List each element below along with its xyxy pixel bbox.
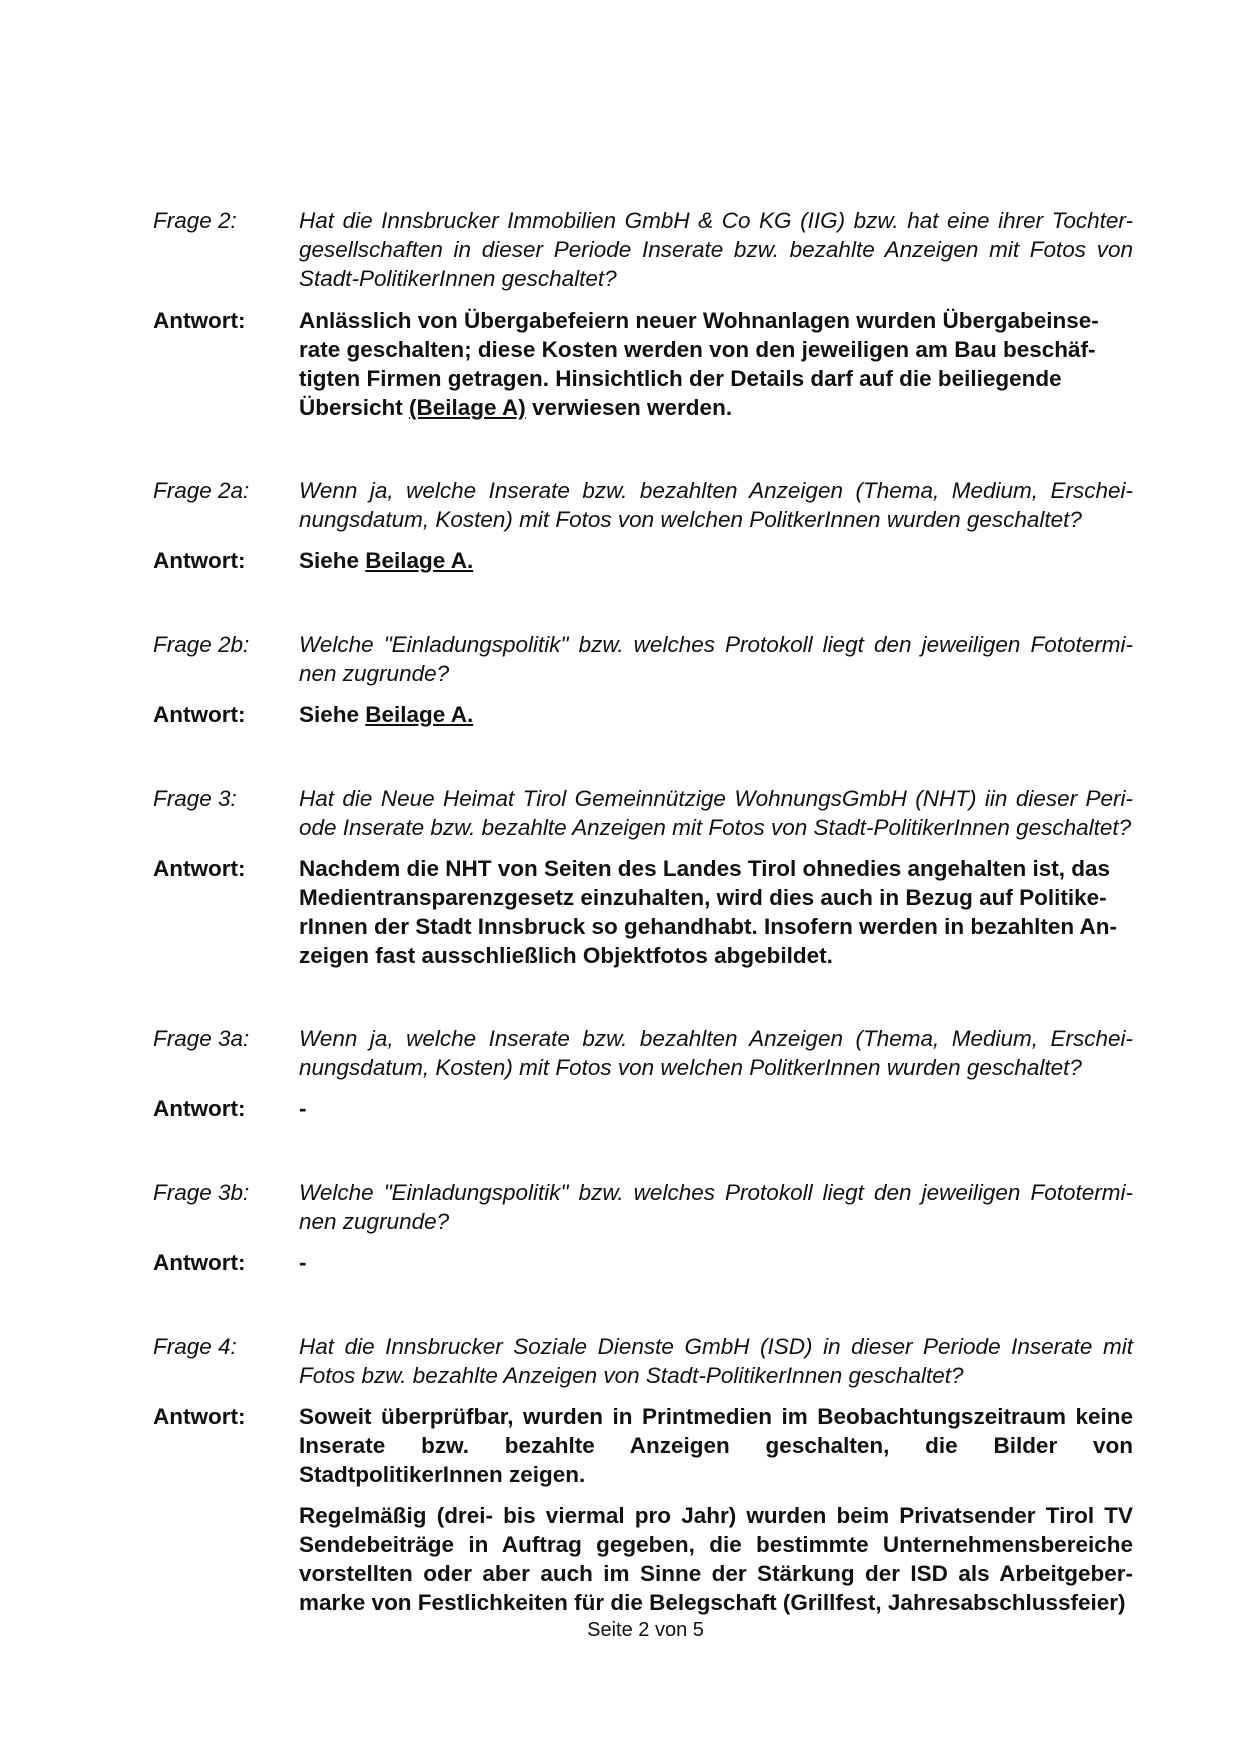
question-row bbox=[153, 1178, 1133, 1236]
question-text: Welche "Einladungspolitik" bzw. welches Protokoll liegt den jeweiligen Fototermi-nen zugrunde? bbox=[299, 1180, 1133, 1234]
question-label: Frage 2b: bbox=[153, 632, 250, 657]
question-row bbox=[153, 1024, 1133, 1082]
question-label: Frage 4: bbox=[153, 1334, 237, 1359]
answer-row bbox=[153, 1402, 1133, 1489]
answer-label: Antwort: bbox=[153, 548, 246, 573]
answer-text-paragraph-2: Regelmäßig (drei- bis viermal pro Jahr) wurden beim Privatsender Tirol TV Sendebeiträge in Auftrag gegeben, die bestimmte Unternehmensbereiche vorstellten oder aber auch im Sinne der Stärkung der ISD als Arbeitgeber-marke von Festlichkeiten für die Belegschaft (Grillfest, Jahresabschlussfeier) bbox=[299, 1503, 1133, 1615]
answer-text: Soweit überprüfbar, wurden in Printmedien im Beobachtungszeitraum keine Inserate bzw. bezahlte Anzeigen geschalten, die Bilder von StadtpolitikerInnen zeigen. bbox=[299, 1404, 1133, 1487]
question-label: Frage 2a: bbox=[153, 478, 250, 503]
question-text: Hat die Innsbrucker Immobilien GmbH & Co KG (IIG) bzw. hat eine ihrer Tochter-gesellschaften in dieser Periode Inserate bzw. bezahlte Anzeigen mit Fotos von Stadt-PolitikerInnen geschaltet? bbox=[299, 208, 1133, 291]
beilage-reference: Beilage A. bbox=[365, 548, 474, 573]
answer-label: Antwort: bbox=[153, 856, 246, 881]
answer-label: Antwort: bbox=[153, 1250, 246, 1275]
answer-label: Antwort: bbox=[153, 1096, 246, 1121]
question-label: Frage 2: bbox=[153, 208, 237, 233]
page-number-footer: Seite 2 von 5 bbox=[587, 1619, 704, 1641]
answer-label: Antwort: bbox=[153, 1404, 246, 1429]
answer-label: Antwort: bbox=[153, 308, 246, 333]
beilage-reference: (Beilage A) bbox=[409, 395, 526, 420]
answer-text bbox=[299, 306, 1133, 422]
question-label: Frage 3b: bbox=[153, 1180, 250, 1205]
answer-text-part: verwiesen werden. bbox=[525, 395, 733, 420]
question-text: Wenn ja, welche Inserate bzw. bezahlten Anzeigen (Thema, Medium, Erschei-nungsdatum, Kosten) mit Fotos von welchen PolitkerInnen wurden geschaltet? bbox=[299, 1026, 1133, 1080]
answer-label: Antwort: bbox=[153, 702, 246, 727]
answer-row bbox=[153, 854, 1133, 970]
answer-text-part: Anlässlich von Übergabefeiern neuer Wohnanlagen wurden Übergabeinse-rate geschalten; diese Kosten werden von den jeweiligen am Bau beschäf-tigten Firmen getragen. Hinsichtlich der Details darf auf die beiliegende Übersicht bbox=[299, 308, 1099, 420]
question-label: Frage 3: bbox=[153, 786, 237, 811]
question-row bbox=[153, 630, 1133, 688]
answer-row bbox=[153, 546, 1133, 575]
answer-text: - bbox=[299, 1250, 307, 1275]
answer-row bbox=[153, 700, 1133, 729]
question-row bbox=[153, 784, 1133, 842]
question-text: Wenn ja, welche Inserate bzw. bezahlten Anzeigen (Thema, Medium, Erschei-nungsdatum, Kosten) mit Fotos von welchen PolitkerInnen wurden geschaltet? bbox=[299, 478, 1133, 532]
answer-text-part: Siehe bbox=[299, 702, 366, 727]
question-row bbox=[153, 206, 1133, 293]
answer-text-part: Siehe bbox=[299, 548, 366, 573]
question-row bbox=[153, 1332, 1133, 1390]
answer-row bbox=[153, 1094, 1133, 1123]
answer-text bbox=[299, 700, 1133, 729]
answer-text bbox=[299, 546, 1133, 575]
answer-row bbox=[153, 306, 1133, 422]
beilage-reference: Beilage A. bbox=[365, 702, 474, 727]
question-label: Frage 3a: bbox=[153, 1026, 250, 1051]
question-text: Welche "Einladungspolitik" bzw. welches Protokoll liegt den jeweiligen Fototermi-nen zugrunde? bbox=[299, 632, 1133, 686]
question-text: Hat die Innsbrucker Soziale Dienste GmbH (ISD) in dieser Periode Inserate mit Fotos bzw. bezahlte Anzeigen von Stadt-PolitikerInnen geschaltet? bbox=[299, 1334, 1133, 1388]
question-row bbox=[153, 476, 1133, 534]
answer-row bbox=[153, 1248, 1133, 1277]
question-text: Hat die Neue Heimat Tirol Gemeinnützige WohnungsGmbH (NHT) iin dieser Peri-ode Inserate bzw. bezahlte Anzeigen mit Fotos von Stadt-PolitikerInnen geschaltet? bbox=[299, 786, 1133, 840]
answer-text: Nachdem die NHT von Seiten des Landes Tirol ohnedies angehalten ist, das Medientransparenzgesetz einzuhalten, wird dies auch in Bezug auf Politike-rInnen der Stadt Innsbruck so gehandhabt. Insofern werden in bezahlten An-zeigen fast ausschließlich Objektfotos abgebildet. bbox=[299, 856, 1117, 968]
label-spacer bbox=[153, 1501, 299, 1617]
answer-continuation-row bbox=[153, 1501, 1133, 1617]
answer-text: - bbox=[299, 1096, 307, 1121]
